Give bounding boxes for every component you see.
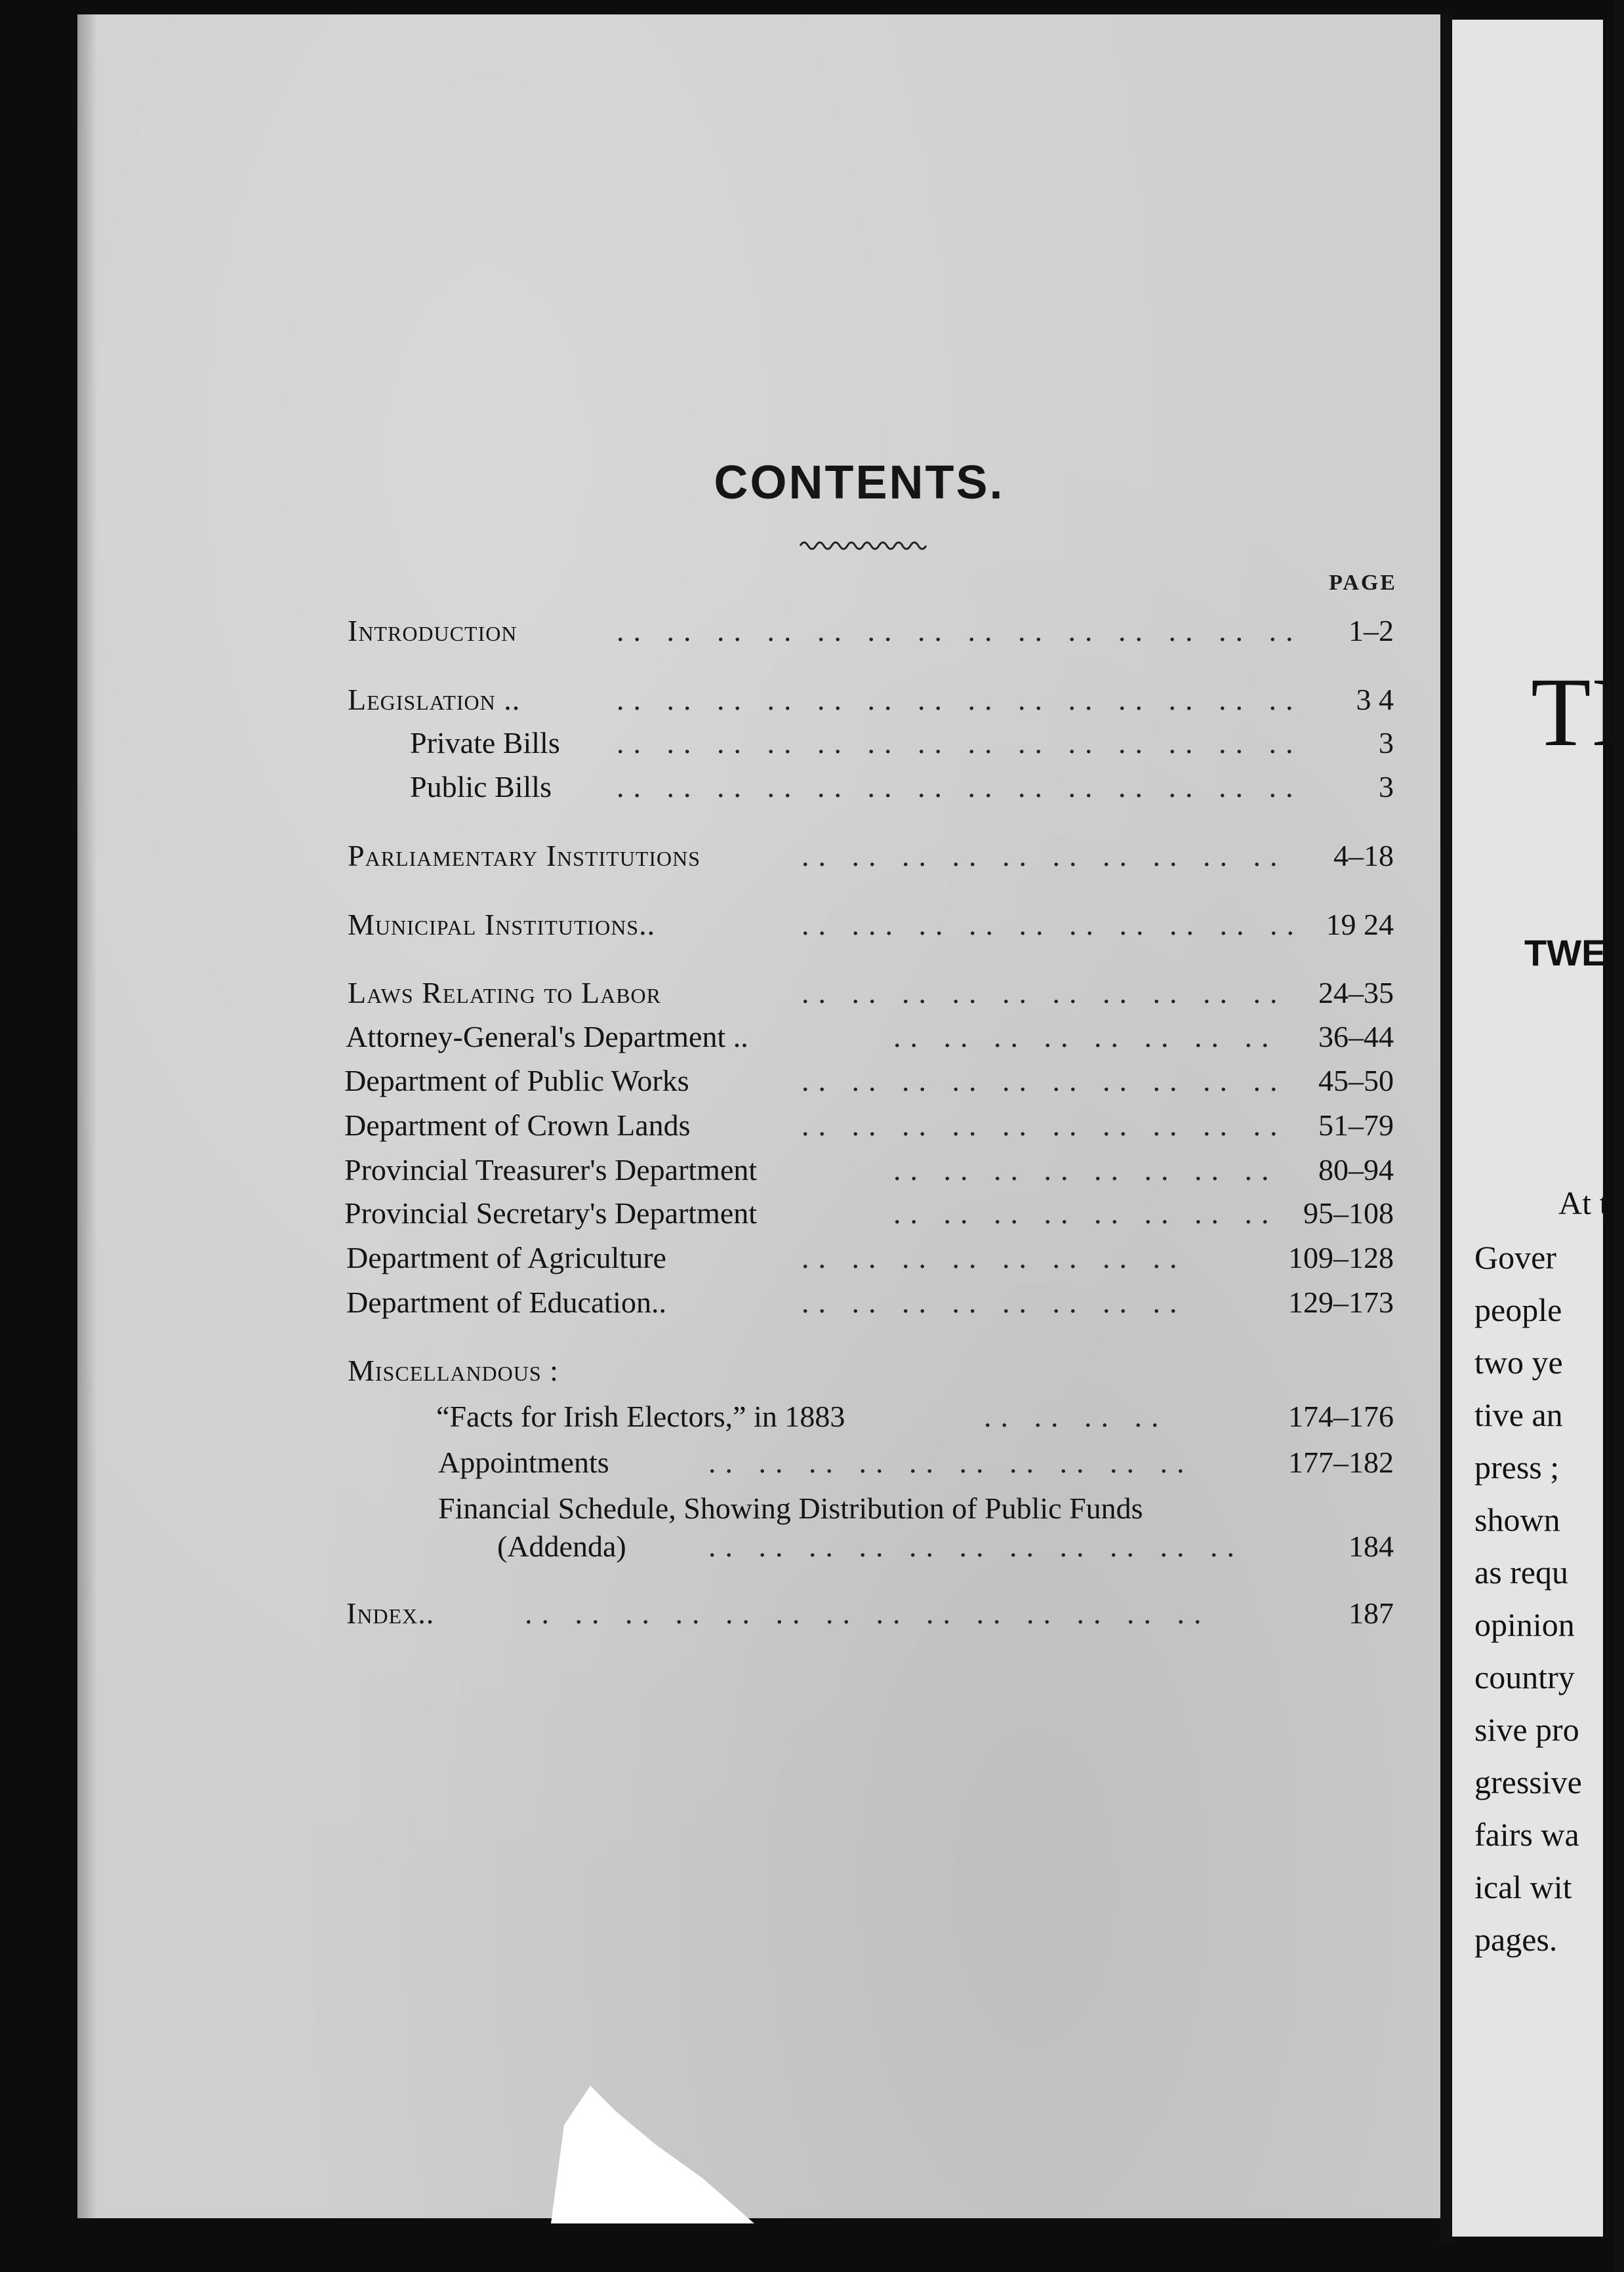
leader-dots: .. .. .. .. .. .. .. .. .. .. .. .. .. .. bbox=[617, 683, 1303, 716]
toc-entry-label: Department of Agriculture bbox=[346, 1241, 666, 1274]
leader-dots: .. .. .. .. bbox=[984, 1400, 1168, 1433]
toc-entry-label: Provincial Treasurer's Department bbox=[344, 1153, 758, 1187]
facing-line: sive pro bbox=[1474, 1711, 1579, 1748]
facing-line: ical wit bbox=[1474, 1869, 1572, 1905]
toc-entry bbox=[0, 1106, 1614, 1145]
facing-subheading-fragment: TWE bbox=[1524, 932, 1606, 973]
toc-entry-page: 3 bbox=[1379, 770, 1394, 803]
facing-line: pages. bbox=[1474, 1921, 1558, 1958]
facing-heading-fragment: TI bbox=[1531, 658, 1624, 767]
facing-line: as requ bbox=[1474, 1554, 1568, 1591]
toc-entry bbox=[0, 1443, 1614, 1482]
toc-entry bbox=[0, 1017, 1614, 1057]
toc-entry-label: Attorney-General's Department .. bbox=[346, 1020, 748, 1053]
toc-entry-page: 187 bbox=[1349, 1596, 1394, 1630]
facing-line: country bbox=[1474, 1659, 1575, 1695]
leader-dots: .. .. .. .. .. .. .. .. bbox=[893, 1020, 1278, 1053]
title-ornament bbox=[799, 538, 930, 554]
leader-dots: .. .. .. .. .. .. .. .. .. .. bbox=[802, 1064, 1287, 1097]
leader-dots: .. .. .. .. .. .. .. .. bbox=[893, 1153, 1278, 1187]
toc-entry-page: 109–128 bbox=[1288, 1241, 1394, 1274]
toc-entry bbox=[0, 1194, 1614, 1233]
page-column-header: PAGE bbox=[1329, 571, 1397, 595]
toc-entry-label: “Facts for Irish Electors,” in 1883 bbox=[436, 1400, 845, 1433]
toc-entry bbox=[0, 1283, 1614, 1322]
facing-line: opinion bbox=[1474, 1606, 1575, 1643]
toc-entry bbox=[0, 1397, 1614, 1436]
toc-entry-page: 51–79 bbox=[1318, 1108, 1394, 1142]
toc-entry-page: 3 bbox=[1379, 726, 1394, 760]
facing-line: press ; bbox=[1474, 1449, 1560, 1486]
toc-entry-label: Laws Relating to Labor bbox=[348, 976, 661, 1009]
toc-entry-label: Department of Education.. bbox=[346, 1286, 666, 1319]
toc-entry-label: Provincial Secretary's Department bbox=[344, 1196, 758, 1230]
toc-entry bbox=[0, 1594, 1614, 1633]
facing-line: shown bbox=[1474, 1501, 1560, 1538]
facing-line: fairs wa bbox=[1474, 1816, 1579, 1853]
facing-line: gressive bbox=[1474, 1764, 1582, 1800]
toc-entry-label: Parliamentary Institutions bbox=[348, 839, 701, 872]
leader-dots: .. .. .. .. .. .. .. .. .. .. bbox=[802, 1108, 1287, 1142]
toc-entry bbox=[0, 723, 1614, 763]
toc-entry-label: Department of Crown Lands bbox=[344, 1108, 691, 1142]
facing-line: Gover bbox=[1474, 1239, 1556, 1276]
leader-dots: .. .. .. .. .. .. .. .. .. .. .. .. .. .. bbox=[617, 726, 1303, 760]
leader-dots: .. .. .. .. .. .. .. .. .. .. .. .. .. .. bbox=[617, 614, 1303, 647]
page-title: CONTENTS. bbox=[714, 456, 1005, 509]
leader-dots: .. .. .. .. .. .. .. .. bbox=[893, 1196, 1278, 1230]
toc-entry-page: 174–176 bbox=[1288, 1400, 1394, 1433]
facing-line: tive an bbox=[1474, 1396, 1563, 1433]
toc-entry-page: 95–108 bbox=[1303, 1196, 1394, 1230]
toc-entry-label: Introduction bbox=[348, 614, 518, 647]
leader-dots: .. .. .. .. .. .. .. .. bbox=[802, 1241, 1187, 1274]
leader-dots: .. .. .. .. .. .. .. .. .. .. .. .. .. .. bbox=[525, 1596, 1211, 1630]
toc-entry-page: 36–44 bbox=[1318, 1020, 1394, 1053]
toc-entry-page: 1–2 bbox=[1349, 614, 1394, 647]
toc-entry bbox=[0, 1527, 1614, 1566]
toc-entry bbox=[0, 680, 1614, 720]
toc-entry bbox=[0, 905, 1614, 944]
toc-entry bbox=[0, 1351, 1614, 1390]
toc-entry-label: Appointments bbox=[438, 1446, 609, 1479]
toc-entry-page: 3 4 bbox=[1356, 683, 1394, 716]
toc-entry bbox=[0, 767, 1614, 807]
toc-entry-page: 45–50 bbox=[1318, 1064, 1394, 1097]
leader-dots: .. .. .. .. .. .. .. .. .. .. .. .. .. .. bbox=[617, 770, 1303, 803]
toc-entry-label: Legislation .. bbox=[348, 683, 521, 716]
facing-line: At t bbox=[1558, 1185, 1609, 1221]
facing-line: people bbox=[1474, 1291, 1562, 1328]
toc-entry-page: 184 bbox=[1349, 1530, 1394, 1563]
leader-dots: .. .. .. .. .. .. .. .. .. .. .. bbox=[708, 1530, 1244, 1563]
toc-entry-label: Private Bills bbox=[410, 726, 560, 760]
toc-entry-page: 177–182 bbox=[1288, 1446, 1394, 1479]
leader-dots: .. .. .. .. .. .. .. .. .. .. bbox=[708, 1446, 1194, 1479]
toc-entry-page: 80–94 bbox=[1318, 1153, 1394, 1187]
toc-entry-page: 129–173 bbox=[1288, 1286, 1394, 1319]
toc-entry bbox=[0, 1489, 1614, 1528]
toc-entry-label: Municipal Institutions.. bbox=[348, 908, 656, 941]
toc-entry bbox=[0, 1061, 1614, 1101]
facing-line: two ye bbox=[1474, 1344, 1563, 1381]
toc-entry-label: Department of Public Works bbox=[344, 1064, 689, 1097]
leader-dots: .. .. .. .. .. .. .. .. .. .. bbox=[802, 976, 1287, 1009]
toc-entry bbox=[0, 611, 1614, 651]
leader-dots: .. .. .. .. .. .. .. .. .. .. bbox=[802, 839, 1287, 872]
leader-dots: .. ... .. .. .. .. .. .. .. .. bbox=[802, 908, 1303, 941]
toc-entry-label: Financial Schedule, Showing Distribution of Public Funds bbox=[438, 1491, 1143, 1525]
toc-entry-page: 4–18 bbox=[1333, 839, 1394, 872]
toc-entry-label: Index.. bbox=[346, 1596, 435, 1630]
toc-entry-label: Public Bills bbox=[410, 770, 552, 803]
toc-entry bbox=[0, 836, 1614, 876]
toc-entry bbox=[0, 973, 1614, 1013]
leader-dots: .. .. .. .. .. .. .. .. bbox=[802, 1286, 1187, 1319]
toc-entry-page: 24–35 bbox=[1318, 976, 1394, 1009]
toc-entry bbox=[0, 1150, 1614, 1190]
torn-corner bbox=[538, 2073, 761, 2223]
toc-section-label: Miscellandous : bbox=[348, 1354, 559, 1387]
toc-entry bbox=[0, 1238, 1614, 1278]
toc-entry-label: (Addenda) bbox=[497, 1530, 626, 1563]
toc-entry-page: 19 24 bbox=[1326, 908, 1394, 941]
